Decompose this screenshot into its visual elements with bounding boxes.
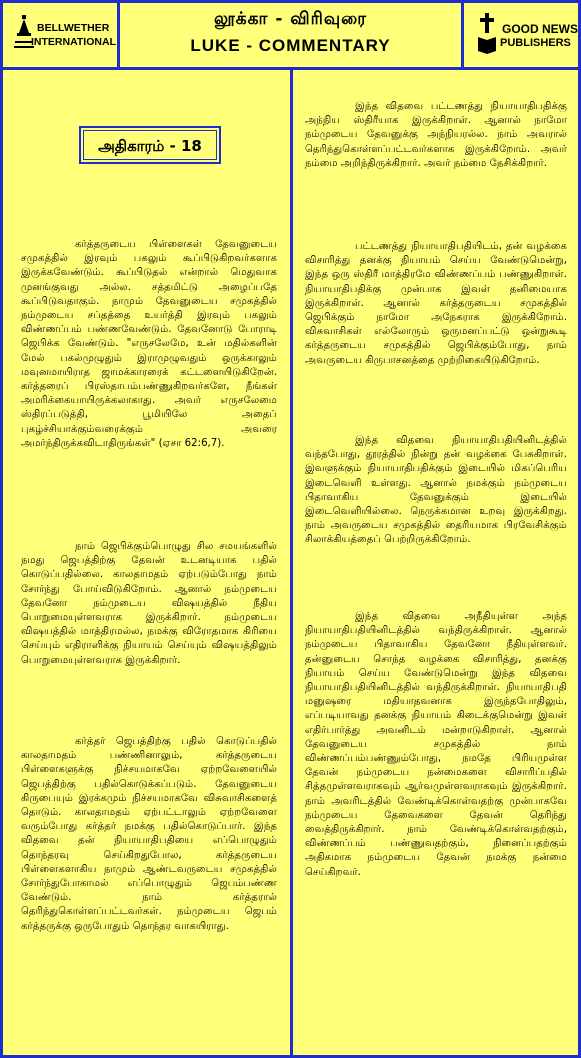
right-column (293, 70, 578, 1055)
paragraph: கர்த்தர் ஜெபத்திற்கு பதில் கொடுப்பதில் காலதாமதம் பண்ணினாலும், கர்த்தருடைய பிள்ளைகளுக்கு நிச்சயமாகவே ஏற்றவேளையில் ஜெபத்திற்கு பதில்கொடுக்கப்படும். தேவனுடைய கிருபையும் இரக்கமும் நிச்சயமாகவே விசுவாசிகளைத் தொடும். காலதாமதம் ஏற்பட்டாலும் ஏற்றவேளை வரும்போது கர்த்தர் நமக்கு பதில்கொடுப்பார். இந்த விதவை தன் நியாயாதிபதியை எப்பொழுதும் தொந்தரவு செய்கிறதுபோல, கர்த்தருடைய பிள்ளைகளாகிய நாமும் ஆண்டவருடைய சமுகத்தில் சோர்ந்துபோகாமல் எப்பொழுதும் ஜெபம்பண்ண வேண்டும். நாம் கர்த்தரால் தெரிந்துகொள்ளப்பட்டவர்கள். நம்முடைய ஜெபம் கர்த்தருக்கு ஒருபோதும் தொந்தர வாகயிராது. (21, 736, 277, 932)
left-column (3, 70, 290, 1055)
page-title (120, 3, 461, 67)
paragraph: கர்த்தருடைய பிள்ளைகள் தேவனுடைய சமுகத்தில் இரவும் பகலும் கூப்பிடுகிறவர்களாக இருக்கவேண்டும். கூப்பிடுதல் என்றால் மெதுவாக முனங்குவது அல்ல. சத்தமிட்டு அழைப்பதே கூப்பிடுவதாகும். நாமும் தேவனுடைய சமுகத்தில் நம்முடைய சப்தத்தை உயர்த்தி இரவும் பகலும் விண்ணப்பம் பண்ணவேண்டும். தேவனோடு போராடி ஜெபிக்க வேண்டும். "எருசலேமே, உன் மதில்களின் மேல் பகல்முழுதும் இராமுழுவதும் ஒருக்காலும் மவுனமாயிராத ஜாமக்காரரைக் கட்டளையிடுகிறேன். கர்த்தரைப் பிரஸ்தாபம்பண்ணுகிறவர்களே, நீங்கள் அமரிக்கையாயிருக்கலாகாது. அவர் எருசலேமை ஸ்திரப்படுத்தி, பூமியிலே அதைப் புகழ்ச்சியாக்கும்வரைக்கும் அவரை அமர்ந்திருக்கவிடாதிருங்கள்" (ஏசா 62:6,7). (21, 239, 277, 449)
paragraph: இந்த விதவை பட்டணத்து நியாயாதிபதிக்கு அந்நிய ஸ்திரீயாக இருக்கிறாள். ஆனால் நாமோ நம்முடைய தேவனுக்கு அந்நியரல்ல. நாம் அவரால் தெரிந்துகொள்ளப்பட்டவர்களாக இருக்கிறோம். அவர் நம்மை அறிந்திருக்கிறார். அவர் நம்மை நேசிக்கிறார். (305, 101, 567, 169)
paragraph: இந்த விதவை நியாயாதிபதியினிடத்தில் வந்தபோது, தூரத்தில் நின்று தன் வழக்கை பேசுகிறாள். இவளுக்கும் நியாயாதிபதிக்கும் இடையில் மிகப்பெரிய இடைவெளி உள்ளது. ஆனால் நமக்கும் நம்முடைய பிதாவாகிய தேவனுக்கும் இடையில் இடைவெளியில்லை. நெருக்கமான உறவு இருக்கிறது. நாம் அவருடைய சமுகத்தில் தைரியமாக பிரவேசிக்கும் சிலாக்கியத்தைப் பெற்றிருக்கிறோம். (305, 435, 567, 546)
good-news-line2: PUBLISHERS (500, 37, 571, 49)
bellwether-logo (3, 3, 117, 67)
good-news-logo (464, 3, 578, 67)
paragraph: பட்டணத்து நியாயாதிபதியிடம், தன் வழக்கை விசாரித்து தனக்கு நியாயம் செய்ய வேண்டுமென்று, இந்த ஒரு ஸ்திரீ மாத்திரமே விண்ணப்பம் பண்ணுகிறாள். நியாயாதிபதிக்கு முன்பாக இவள் தனிமையாக இருக்கிறாள். ஆனால் கர்த்தருடைய சமுகத்தில் ஜெபிக்கும் நாமோ அநேகராக இருக்கிறோம். விசுவாசிகள் எல்லோரும் ஒருமனப்பட்டு ஒன்றுகூடி கர்த்தருடைய சமுகத்தில் ஜெபிக்கும்போது, நாம் அவருடைய கிருபாசனத்தை முற்றிகையிடுகிறோம். (305, 241, 567, 366)
paragraph: நாம் ஜெபிக்கும்பொழுது சில சமயங்களில் நமது ஜெபத்திற்கு தேவன் உடனடியாக பதில் கொடுப்பதில்லை. காலதாமதம் ஏற்படும்போது நாம் சோர்ந்து போய்விடுகிறோம். ஆனால் நம்முடைய தேவனோ நம்முடைய விஷயத்தில் நீதிய பொறுமையுள்ளவராக இருக்கிறார். நம்முடைய விஷயத்தில் மாத்திரமல்ல, நமக்கு விரோதமாக கிரியை செய்யும் எதிராளிக்கு நியாயம் செய்யும் விஷயத்திலும் பொறுமையுள்ளவராக இருக்கிறார். (21, 541, 277, 666)
chapter-label: அதிகாரம் - 18 (83, 130, 217, 160)
title-tamil: லூக்கா - விரிவுரை (213, 9, 368, 29)
chapter-box (79, 126, 221, 164)
header (3, 3, 578, 67)
title-english: LUKE - COMMENTARY (190, 36, 391, 55)
bellwether-line2: INTERNATIONAL (31, 36, 116, 48)
bellwether-line1: BELLWETHER (37, 22, 110, 34)
book-icon (477, 11, 497, 55)
paragraph: இந்த விதவை அநீதியுள்ள அந்த நியாயாதிபதியினிடத்தில் வந்திருக்கிறாள். ஆனால் நம்முடைய பிதாவாகிய தேவனோ நீதியுள்ளவர். தன்னுடைய சொந்த வழக்கை விசாரித்து, தனக்கு நியாயம் செய்ய வேண்டுமென்று இந்த விதவை நியாயாதிபதியினிடத்தில் வந்திருக்கிறாள். நியாயாதிபதி மனுஷரை மதியாதவனாக இருந்தபோதிலும், எப்படியாவது தனக்கு நியாயம் கிடைக்குமென்று இவள் எதிர்பார்த்து அவனிடம் மன்றாடுகிறாள். ஆனால் தேவனுடைய சமுகத்தில் நாம் விண்ணப்பம்பண்ணும்போது, நமதே பிரியமுள்ள தேவன் நம்முடைய நன்மைகளை விசாரிப்பதில் சித்தமுள்ளவராகவும் ஆர்வமுள்ளவராகவும் இருக்கிறார். நாம் அவரிடத்தில் வேண்டிக்கொள்வதற்கு முன்பாகவே நம்முடைய தேவைகளை தேவன் தெரிந்து வைத்திருக்கிறார். நாம் வேண்டிக்கொள்வதற்கும், விண்ணப்பம் பண்ணுவதற்கும், நினைப்பதற்கும் அதிகமாக நம்முடைய தேவன் நமக்கு நன்மை செய்கிறவர். (305, 611, 567, 878)
good-news-line1: GOOD NEWS (502, 22, 579, 36)
